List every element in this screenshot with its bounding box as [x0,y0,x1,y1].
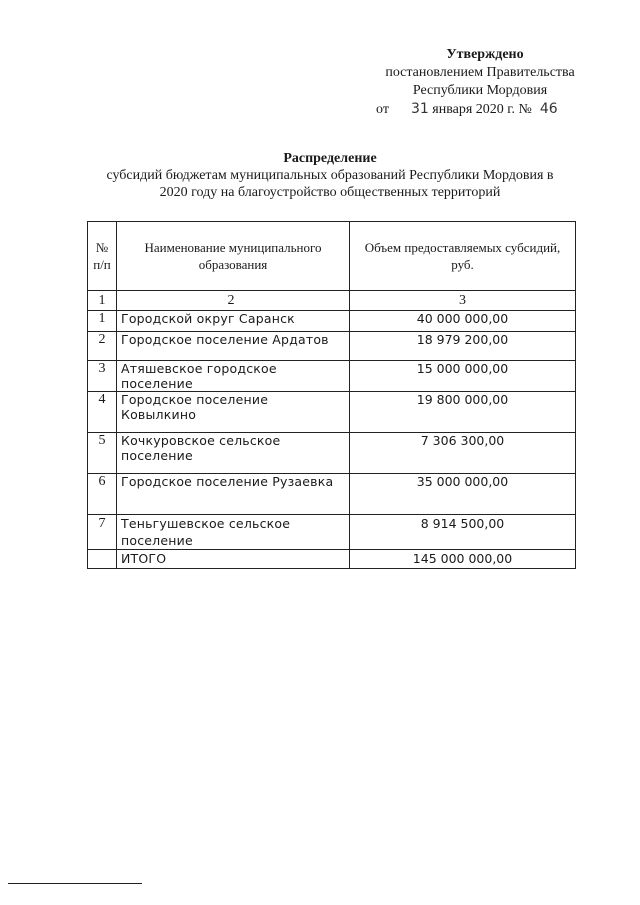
table-header-row [88,222,576,291]
column-number: 3 [350,291,576,311]
row-index: 3 [88,361,117,392]
row-index: 1 [88,311,117,332]
subsidy-amount: 19 800 000,00 [350,392,576,433]
table-row [88,361,576,392]
heading-subtitle-line-2: 2020 году на благоустройство общественных территорий [159,185,501,200]
row-index: 7 [88,515,117,550]
subsidy-amount: 18 979 200,00 [350,332,576,361]
subsidy-amount: 8 914 500,00 [350,515,576,550]
header-index: № п/п [88,222,117,291]
document-number: 46 [539,101,558,117]
approval-line-2: Республики Мордовия [412,83,548,98]
footer-rule [8,883,142,884]
subsidy-amount: 40 000 000,00 [350,311,576,332]
table-row [88,311,576,332]
approval-date-line [370,100,590,119]
subsidy-amount: 35 000 000,00 [350,474,576,515]
date-prefix: от [376,102,389,117]
header-name: Наименование муниципального образования [117,222,350,291]
date-month-year: января 2020 г. [432,102,515,117]
row-index: 2 [88,332,117,361]
approval-block [370,46,590,119]
municipality-name: Атяшевское городское поселение [117,361,350,392]
subsidy-amount: 15 000 000,00 [350,361,576,392]
table-row [88,332,576,361]
approval-title: Утверждено [446,47,524,62]
distribution-table [87,221,576,569]
heading-title: Распределение [283,151,377,166]
header-amount: Объем предоставляемых субсидий, руб. [350,222,576,291]
total-row [88,550,576,569]
document-heading [60,150,600,201]
subsidy-amount: 7 306 300,00 [350,433,576,474]
row-index: 6 [88,474,117,515]
total-index-empty [88,550,117,569]
table-row [88,392,576,433]
table-row [88,474,576,515]
column-number: 2 [117,291,350,311]
municipality-name: Городское поселение Ардатов [117,332,350,361]
column-number: 1 [88,291,117,311]
approval-line-1: постановлением Правительства [385,65,575,80]
total-label: ИТОГО [117,550,350,569]
municipality-name: Городское поселение Ковылкино [117,392,350,433]
heading-subtitle-line-1: субсидий бюджетам муниципальных образований Республики Мордовия в [106,168,554,183]
municipality-name: Теньгушевское сельское поселение [117,515,350,550]
table-row [88,433,576,474]
table-row [88,515,576,550]
column-number-row [88,291,576,311]
number-prefix: № [518,102,532,117]
total-amount: 145 000 000,00 [350,550,576,569]
row-index: 4 [88,392,117,433]
municipality-name: Кочкуровское сельское поселение [117,433,350,474]
row-index: 5 [88,433,117,474]
municipality-name: Городское поселение Рузаевка [117,474,350,515]
date-day: 31 [410,101,429,117]
municipality-name: Городской округ Саранск [117,311,350,332]
